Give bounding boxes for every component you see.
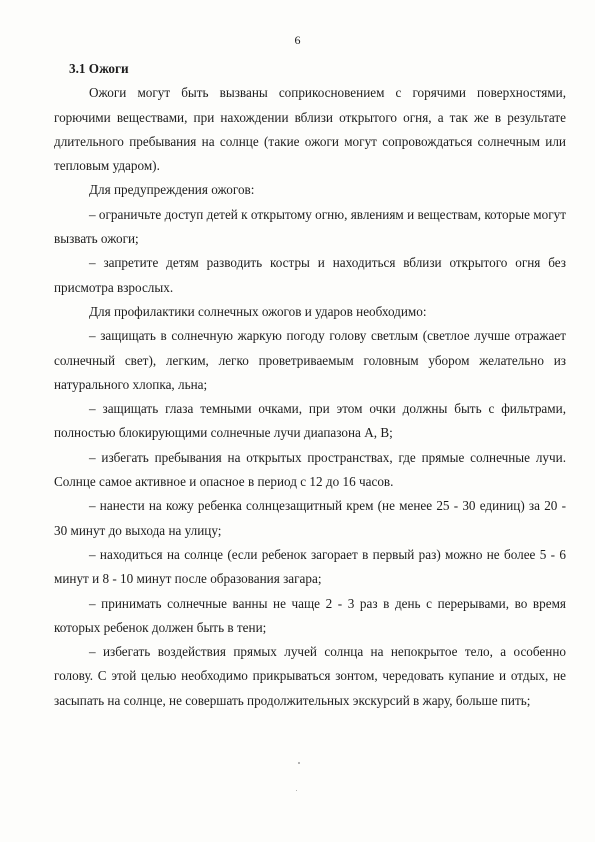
- list-item-prevention-1: – ограничьте доступ детей к открытому огню, явлениям и веществам, которые могут вызвать ожоги;: [54, 206, 566, 247]
- paragraph-prevention-heading: Для предупреждения ожогов:: [89, 182, 255, 198]
- list-item-sun-6: – принимать солнечные ванны не чаще 2 - 3 раз в день с перерывами, во время которых ребенок должен быть в тени;: [54, 595, 566, 635]
- list-item-sun-5: – находиться на солнце (если ребенок загорает в первый раз) можно не более 5 - 6 минут и 8 - 10 минут после образования загара;: [54, 546, 566, 587]
- paragraph-intro: Ожоги могут быть вызваны соприкосновением с горячими поверхностями, горючими веществами, при нахождении вблизи открытого огня, а так же в результате длительного пребывания на солнце (такие ожоги могут сопровождаться солнечным или тепловым ударом).: [54, 85, 566, 174]
- list-item-sun-4: – нанести на кожу ребенка солнцезащитный крем (не менее 25 - 30 единиц) за 20 - 30 минут до выхода на улицу;: [54, 498, 566, 538]
- section-heading: 3.1 Ожоги: [69, 61, 129, 76]
- list-item-sun-1: – защищать в солнечную жаркую погоду голову светлым (светлое лучше отражает солнечный свет), легким, легко проветриваемым головным убором желательно из натурального хлопка, льна;: [54, 328, 566, 392]
- list-item-prevention-2: – запретите детям разводить костры и находиться вблизи открытого огня без присмотра взрослых.: [54, 255, 566, 295]
- list-item-sun-2: – защищать глаза темными очками, при этом очки должны быть с фильтрами, полностью блокирующими солнечные лучи диапазона А, В;: [54, 401, 566, 441]
- page-number: 6: [294, 33, 301, 47]
- list-item-sun-7: – избегать воздействия прямых лучей солнца на непокрытое тело, а особенно голову. С этой целью необходимо прикрываться зонтом, чередовать купание и отдых, не засыпать на солнце, не совершать продолжительных экскурсий в жару, больше пить;: [54, 644, 566, 708]
- list-item-sun-3: – избегать пребывания на открытых пространствах, где прямые солнечные лучи. Солнце самое активное и опасное в период с 12 до 16 часов.: [54, 449, 566, 490]
- paragraph-sun-prevention-heading: Для профилактики солнечных ожогов и ударов необходимо:: [89, 303, 427, 319]
- scan-speck: [298, 762, 300, 764]
- page-content: [54, 57, 566, 713]
- scan-speck: [296, 790, 297, 791]
